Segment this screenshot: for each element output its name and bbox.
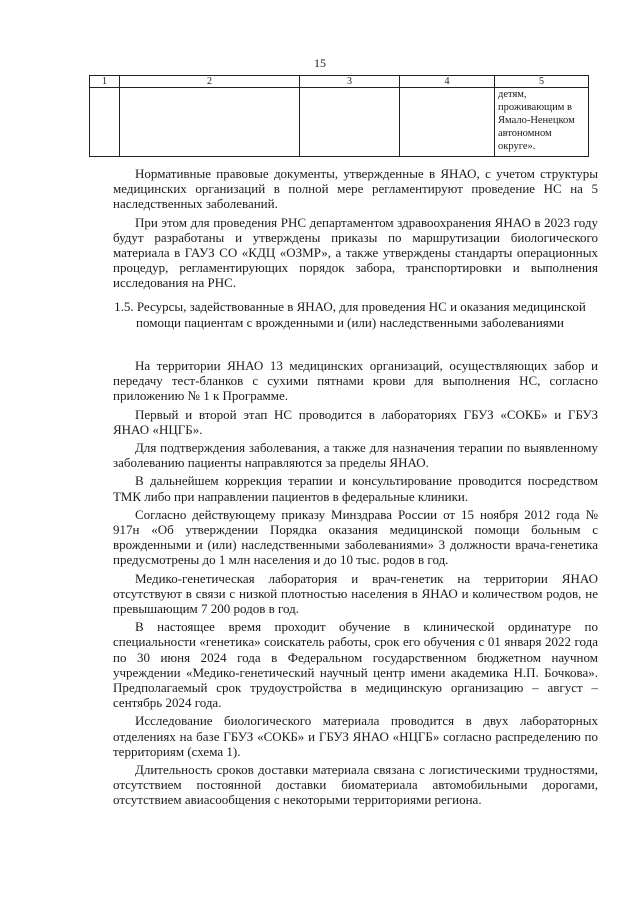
table-cell: [90, 88, 120, 157]
paragraph: В настоящее время проходит обучение в клинической ординатуре по специальности «генетика» соискатель работы, срок его обучения с 01 января 2022 года по 30 июня 2024 года в Федеральном государственном бюджетном научном учреждении «Медико-генетический научный центр имени академика Н.П. Бочкова». Предполагаемый срок трудоустройства в медицинскую организацию – август – сентябрь 2024 года.: [113, 619, 598, 711]
paragraph: При этом для проведения РНС департаментом здравоохранения ЯНАО в 2023 году будут разработаны и утверждены приказы по маршрутизации биологического материала в ГАУЗ СО «КДЦ «ОЗМР», а также утверждены стандарты операционных процедур, регламентирующих порядок забора, транспортировки и выполнения исследования на РНС.: [113, 214, 598, 291]
table-header-cell: 4: [400, 76, 495, 88]
paragraph: Медико-генетическая лаборатория и врач-генетик на территории ЯНАО отсутствуют в связи с низкой плотностью населения в ЯНАО и количеством родов, не превышающим 7 200 родов в год.: [113, 570, 598, 617]
table-header-cell: 5: [495, 76, 589, 88]
paragraph: Первый и второй этап НС проводится в лабораториях ГБУЗ «СОКБ» и ГБУЗ ЯНАО «НЦГБ».: [113, 406, 598, 437]
paragraph: Длительность сроков доставки материала связана с логистическими трудностями, отсутствием постоянной доставки биоматериала автомобильными дорогами, отсутствием авиасообщения с некоторыми территориями региона.: [113, 762, 598, 808]
table-header-cell: 2: [120, 76, 300, 88]
continued-table: [89, 75, 589, 157]
paragraph: Для подтверждения заболевания, а также для назначения терапии по выявленному заболеванию пациенты направляются за пределы ЯНАО.: [113, 440, 598, 471]
paragraph: Исследование биологического материала проводится в двух лабораторных отделениях на базе ГБУЗ «СОКБ» и ГБУЗ ЯНАО «НЦГБ» согласно распределению по территориям (схема 1).: [113, 713, 598, 759]
table-header-cell: 3: [300, 76, 400, 88]
table-cell: [400, 88, 495, 157]
intro-paragraphs: [113, 166, 598, 291]
table-cell: детям, проживающим в Ямало-Ненецком автономном округе».: [495, 88, 589, 157]
paragraph: Нормативные правовые документы, утвержденные в ЯНАО, с учетом структуры медицинских организаций в полной мере регламентируют проведение НС на 5 наследственных заболеваний.: [113, 166, 598, 212]
page-number: 15: [314, 56, 326, 70]
paragraph: В дальнейшем коррекция терапии и консультирование проводится посредством ТМК либо при направлении пациентов в федеральные клиники.: [113, 473, 598, 504]
table-cell: [300, 88, 400, 157]
section-body: [113, 358, 598, 808]
table-row: [90, 88, 589, 157]
section-heading: 1.5. Ресурсы, задействованные в ЯНАО, для проведения НС и оказания медицинской помощи пациентам с врожденными и (или) наследственными заболеваниями: [114, 299, 586, 330]
table-header-cell: 1: [90, 76, 120, 88]
table-header-row: [90, 76, 589, 88]
paragraph: На территории ЯНАО 13 медицинских организаций, осуществляющих забор и передачу тест-бланков с сухими пятнами крови для выполнения НС, согласно приложению № 1 к Программе.: [113, 358, 598, 404]
table-cell: [120, 88, 300, 157]
paragraph: Согласно действующему приказу Минздрава России от 15 ноября 2012 года № 917н «Об утверждении Порядка оказания медицинской помощи больным с врожденными и (или) наследственными заболеваниями» 3 должности врача-генетика предусмотрены до 1 млн населения и до 10 тыс. родов в год.: [113, 506, 598, 568]
